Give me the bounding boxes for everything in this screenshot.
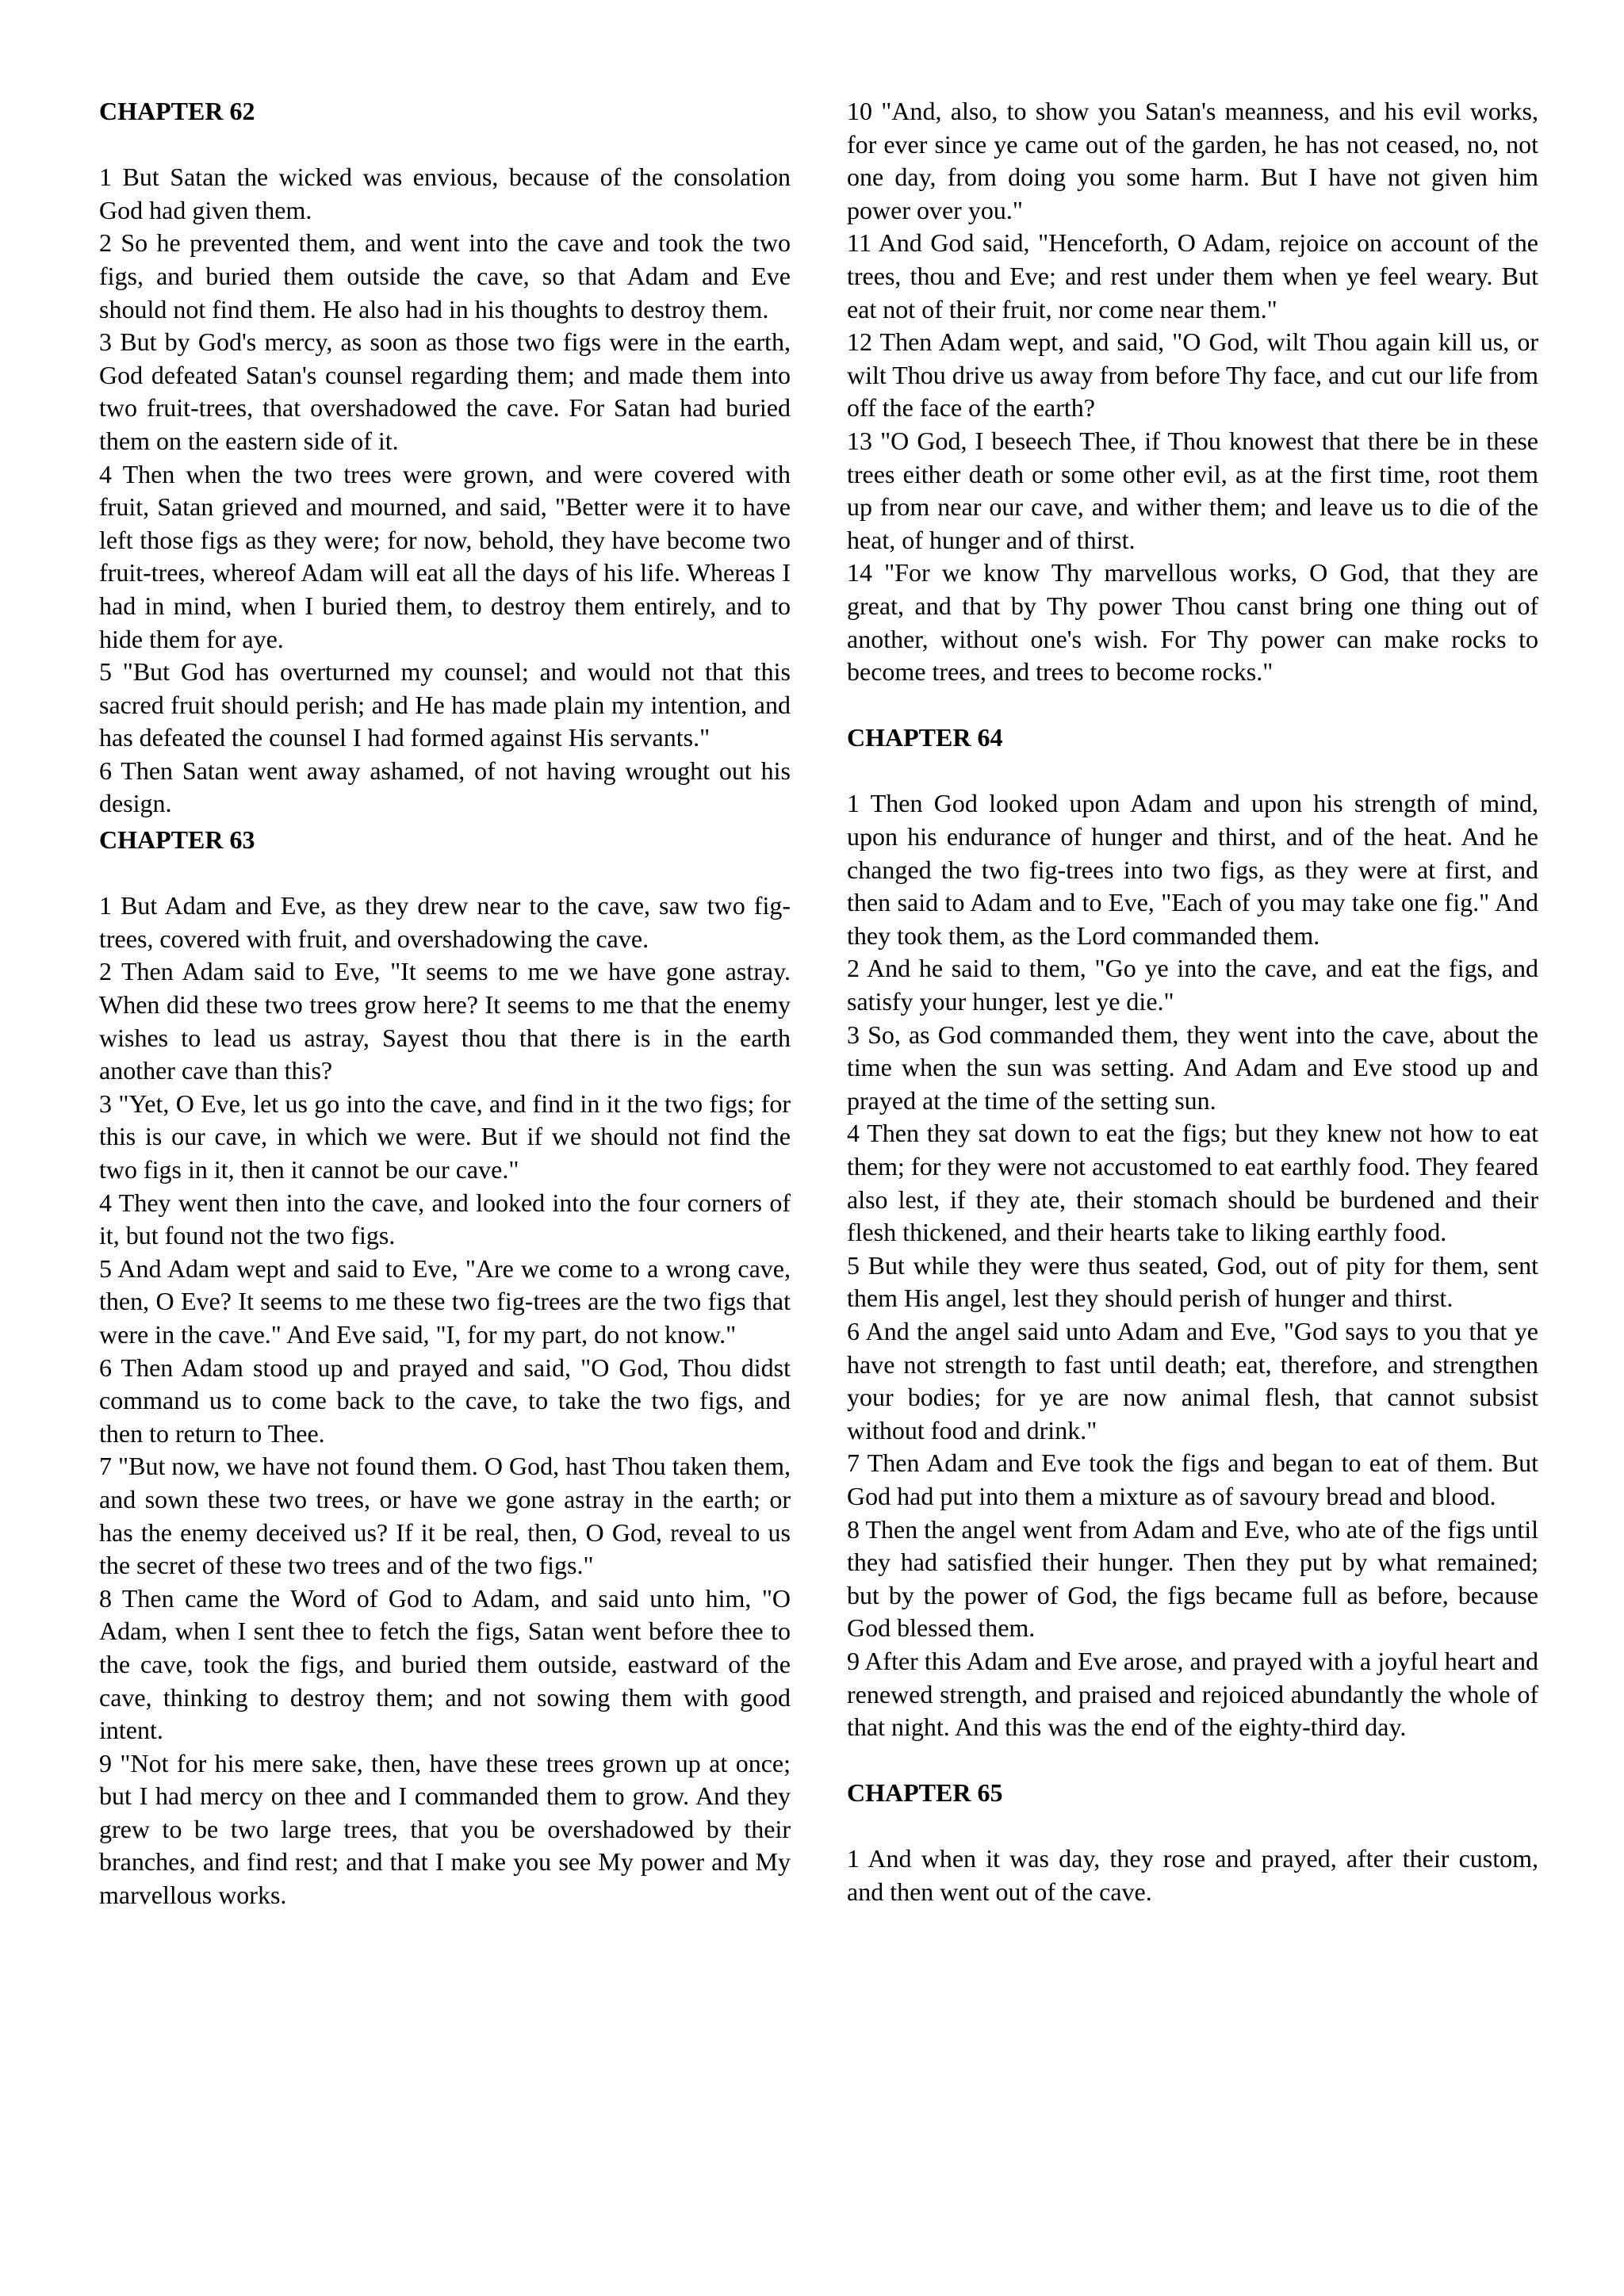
verse-paragraph: 11 And God said, "Henceforth, O Adam, rejoice on account of the trees, thou and Eve; and rest under them when ye feel weary. But eat not of their fruit, nor come near them." bbox=[847, 228, 1538, 323]
verse-paragraph: 4 Then they sat down to eat the figs; but they knew not how to eat them; for they were not accustomed to eat earthly food. They feared also lest, if they ate, their stomach should be burdened and their flesh thickened, and their hearts take to liking earthly food. bbox=[847, 1119, 1538, 1247]
verse-paragraph: 8 Then the angel went from Adam and Eve, who ate of the figs until they had satisfied their hunger. Then they put by what remained; but by the power of God, the figs became full as before, because God blessed them. bbox=[847, 1514, 1538, 1643]
verse-paragraph: 3 So, as God commanded them, they went into the cave, about the time when the sun was setting. And Adam and Eve stood up and prayed at the time of the setting sun. bbox=[847, 1020, 1538, 1115]
verse-paragraph: 3 "Yet, O Eve, let us go into the cave, and find in it the two figs; for this is our cave, in which we were. But if we should not find the two figs in it, then it cannot be our cave." bbox=[99, 1089, 791, 1184]
verse-paragraph: 13 "O God, I beseech Thee, if Thou knowest that there be in these trees either death or some other evil, as at the first time, root them up from near our cave, and wither them; and leave us to die of the heat, of hunger and of thirst. bbox=[847, 426, 1538, 554]
verse-paragraph: 7 Then Adam and Eve took the figs and began to eat of them. But God had put into them a mixture as of savoury bread and blood. bbox=[847, 1448, 1538, 1510]
right-column bbox=[847, 95, 1538, 1909]
verse-paragraph: 5 But while they were thus seated, God, out of pity for them, sent them His angel, lest they should perish of hunger and thirst. bbox=[847, 1250, 1538, 1313]
chapter-heading: CHAPTER 63 bbox=[99, 825, 255, 855]
left-column bbox=[99, 95, 791, 1912]
verse-paragraph: 6 Then Satan went away ashamed, of not having wrought out his design. bbox=[99, 756, 791, 818]
verse-paragraph: 2 So he prevented them, and went into the cave and took the two figs, and buried them outside the cave, so that Adam and Eve should not find them. He also had in his thoughts to destroy them. bbox=[99, 228, 791, 323]
chapter-section bbox=[847, 721, 1538, 1743]
verse-paragraph: 6 Then Adam stood up and prayed and said, "O God, Thou didst command us to come back to the cave, to take the two figs, and then to return to Thee. bbox=[99, 1353, 791, 1448]
verse-paragraph: 4 They went then into the cave, and looked into the four corners of it, but found not the two figs. bbox=[99, 1188, 791, 1250]
verse-paragraph: 8 Then came the Word of God to Adam, and said unto him, "O Adam, when I sent thee to fetch the figs, Satan went before thee to the cave, took the figs, and buried them outside, eastward of the cave, thinking to destroy them; and not sowing them with good intent. bbox=[99, 1583, 791, 1745]
verse-paragraph: 6 And the angel said unto Adam and Eve, "God says to you that ye have not strength to fast until death; eat, therefore, and strengthen your bodies; for ye are now animal flesh, that cannot subsist without food and drink." bbox=[847, 1316, 1538, 1445]
verse-paragraph: 12 Then Adam wept, and said, "O God, wilt Thou again kill us, or wilt Thou drive us away from before Thy face, and cut our life from off the face of the earth? bbox=[847, 327, 1538, 423]
chapter-heading: CHAPTER 65 bbox=[847, 1778, 1003, 1808]
verse-paragraph: 5 "But God has overturned my counsel; and would not that this sacred fruit should perish; and He has made plain my intention, and has defeated the counsel I had formed against His servants." bbox=[99, 657, 791, 752]
verse-paragraph: 9 After this Adam and Eve arose, and prayed with a joyful heart and renewed strength, and praised and rejoiced abundantly the whole of that night. And this was the end of the eighty-third day. bbox=[847, 1646, 1538, 1742]
verse-paragraph: 5 And Adam wept and said to Eve, "Are we come to a wrong cave, then, O Eve? It seems to me these two fig-trees are the two figs that were in the cave." And Eve said, "I, for my part, do not know." bbox=[99, 1253, 791, 1349]
verse-paragraph: 14 "For we know Thy marvellous works, O God, that they are great, and that by Thy power Thou canst bring one thing out of another, without one's wish. For Thy power can make rocks to become trees, and trees to become rocks." bbox=[847, 558, 1538, 687]
verse-paragraph: 1 But Adam and Eve, as they drew near to the cave, saw two fig-trees, covered with fruit, and overshadowing the cave. bbox=[99, 891, 791, 953]
chapter-section bbox=[99, 95, 791, 821]
verse-paragraph: 2 And he said to them, "Go ye into the cave, and eat the figs, and satisfy your hunger, lest ye die." bbox=[847, 954, 1538, 1016]
verse-paragraph: 1 Then God looked upon Adam and upon his strength of mind, upon his endurance of hunger and thirst, and of the heat. And he changed the two fig-trees into two figs, as they were at first, and then said to Adam and to Eve, "Each of you may take one fig." And they took them, as the Lord commanded them. bbox=[847, 789, 1538, 950]
chapter-heading: CHAPTER 64 bbox=[847, 723, 1003, 752]
verse-paragraph: 3 But by God's mercy, as soon as those two figs were in the earth, God defeated Satan's counsel regarding them; and made them into two fruit-trees, that overshadowed the cave. For Satan had buried them on the eastern side of it. bbox=[99, 327, 791, 455]
chapter-section bbox=[99, 824, 791, 1912]
chapter-section bbox=[847, 1777, 1538, 1908]
verse-paragraph: 10 "And, also, to show you Satan's meanness, and his evil works, for ever since ye came out of the garden, he has not ceased, no, not one day, from doing you some harm. But I have not given him power over you." bbox=[847, 97, 1538, 224]
verse-paragraph: 1 But Satan the wicked was envious, because of the consolation God had given them. bbox=[99, 163, 791, 224]
verse-paragraph: 2 Then Adam said to Eve, "It seems to me we have gone astray. When did these two trees grow here? It seems to me that the enemy wishes to lead us astray, Sayest thou that there is in the earth another cave than this? bbox=[99, 957, 791, 1085]
verse-paragraph: 4 Then when the two trees were grown, and were covered with fruit, Satan grieved and mourned, and said, "Better were it to have left those figs as they were; for now, behold, they have become two fruit-trees, whereof Adam will eat all the days of his life. Whereas I had in mind, when I buried them, to destroy them entirely, and to hide them for aye. bbox=[99, 459, 791, 653]
verse-paragraph: 9 "Not for his mere sake, then, have these trees grown up at once; but I had mercy on thee and I commanded them to grow. And they grew to be two large trees, that you be overshadowed by their branches, and find rest; and that I make you see My power and My marvellous works. bbox=[99, 1748, 791, 1910]
chapter-heading: CHAPTER 62 bbox=[99, 97, 255, 125]
verse-paragraph: 1 And when it was day, they rose and prayed, after their custom, and then went out of the cave. bbox=[847, 1844, 1538, 1907]
verse-paragraph: 7 "But now, we have not found them. O God, hast Thou taken them, and sown these two trees, or have we gone astray in the earth; or has the enemy deceived us? If it be real, then, O God, reveal to us the secret of these two trees and of the two figs." bbox=[99, 1452, 791, 1580]
chapter-section bbox=[847, 95, 1538, 689]
